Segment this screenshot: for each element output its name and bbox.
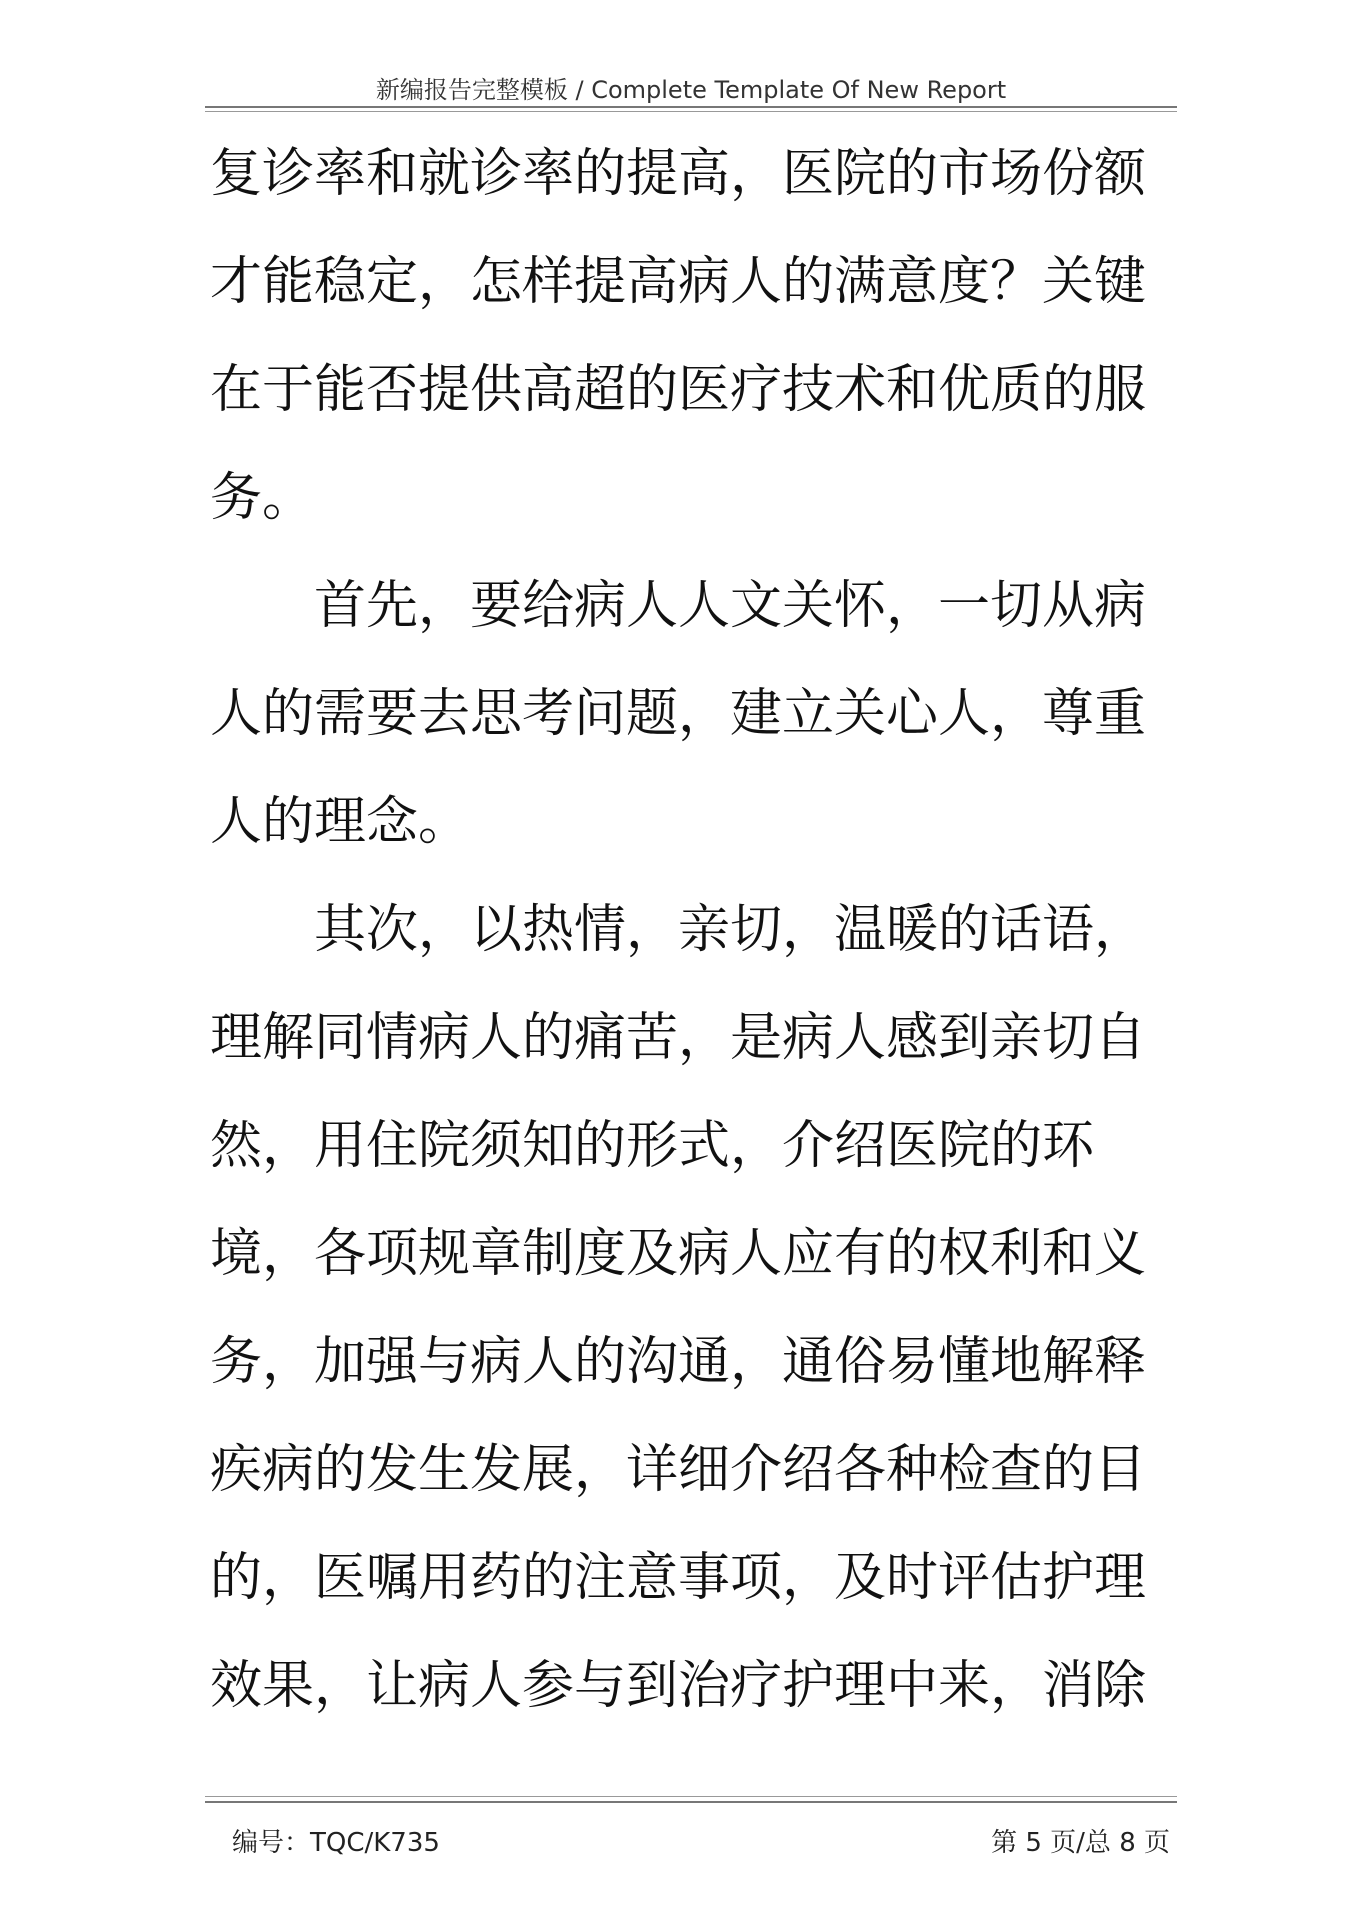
- body-line: 人的需要去思考问题，建立关心人，尊重: [210, 684, 1147, 744]
- body-line: 境，各项规章制度及病人应有的权利和义: [210, 1224, 1147, 1284]
- footer-divider: [205, 1801, 1177, 1803]
- header-divider-thin: [205, 111, 1177, 112]
- body-line: 理解同情病人的痛苦，是病人感到亲切自: [210, 1008, 1147, 1068]
- body-line: 在于能否提供高超的医疗技术和优质的服: [210, 360, 1147, 420]
- body-line: 务。: [210, 468, 315, 528]
- document-body: [210, 120, 1147, 1740]
- page-number: 第 5 页/总 8 页: [991, 1828, 1170, 1858]
- paragraph-start-line: 首先，要给病人人文关怀，一切从病: [314, 576, 1147, 636]
- body-line: 复诊率和就诊率的提高，医院的市场份额: [210, 144, 1147, 204]
- body-line: 人的理念。: [210, 792, 471, 852]
- footer-divider-thin: [205, 1796, 1177, 1797]
- body-line: 务，加强与病人的沟通，通俗易懂地解释: [210, 1332, 1147, 1392]
- paragraph-start-line: 其次，以热情，亲切，温暖的话语，: [314, 900, 1147, 960]
- body-line: 的，医嘱用药的注意事项，及时评估护理: [210, 1548, 1147, 1608]
- body-line: 然，用住院须知的形式，介绍医院的环: [210, 1116, 1095, 1176]
- header-divider: [205, 106, 1177, 108]
- document-number: 编号：TQC/K735: [232, 1828, 440, 1858]
- body-line: 疾病的发生发展，详细介绍各种检查的目: [210, 1440, 1147, 1500]
- page-header-title: 新编报告完整模板 / Complete Template Of New Report: [375, 76, 1007, 104]
- body-line: 效果，让病人参与到治疗护理中来，消除: [210, 1656, 1147, 1716]
- body-line: 才能稳定，怎样提高病人的满意度？关键: [210, 252, 1147, 312]
